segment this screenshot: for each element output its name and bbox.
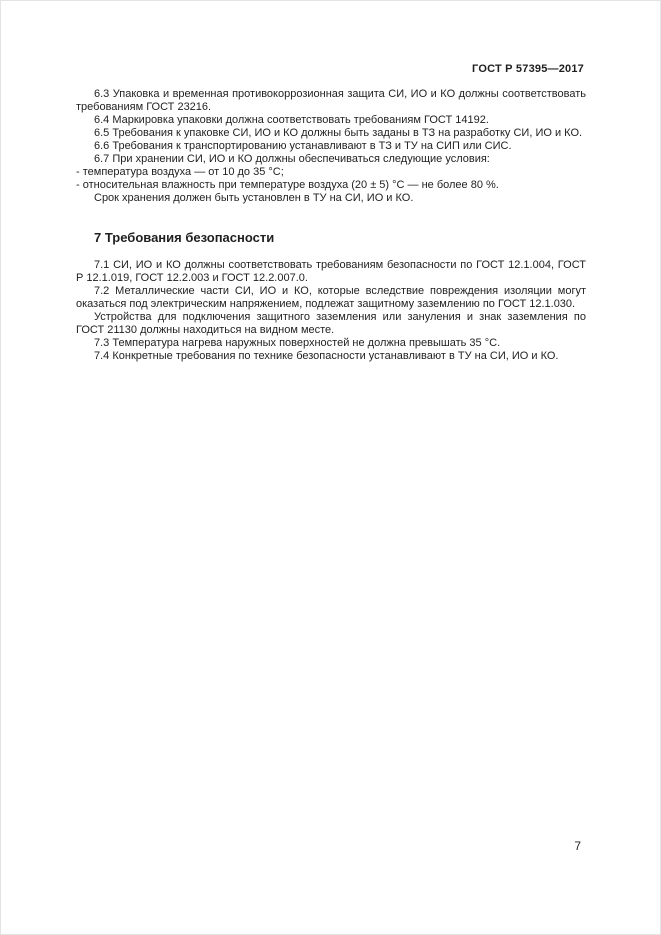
page-content [76, 88, 586, 363]
page-number: 7 [574, 839, 581, 853]
clause-6-3: 6.3 Упаковка и временная противокоррозионная защита СИ, ИО и КО должны соответствовать требованиям ГОСТ 23216. [76, 88, 586, 113]
clause-6-5: 6.5 Требования к упаковке СИ, ИО и КО должны быть заданы в ТЗ на разработку СИ, ИО и КО. [94, 127, 583, 139]
section-7-heading: 7 Требования безопасности [94, 230, 275, 245]
document-code-header: ГОСТ Р 57395—2017 [472, 63, 584, 75]
clause-6-7-list-item-humidity: - относительная влажность при температуре воздуха (20 ± 5) °С — не более 80 %. [76, 179, 499, 191]
clause-7-2-continuation: Устройства для подключения защитного заземления или зануления и знак заземления по ГОСТ 21130 должны находиться на видном месте. [76, 311, 586, 336]
clause-6-6: 6.6 Требования к транспортированию устанавливают в ТЗ и ТУ на СИП или СИС. [94, 140, 512, 152]
clause-6-7-storage-note: Срок хранения должен быть установлен в ТУ на СИ, ИО и КО. [94, 192, 414, 204]
clause-7-2: 7.2 Металлические части СИ, ИО и КО, которые вследствие повреждения изоляции могут оказаться под электрическим напряжением, подлежат защитному заземлению по ГОСТ 12.1.030. [76, 285, 586, 310]
clause-6-7-list-item-temperature: - температура воздуха — от 10 до 35 °С; [76, 166, 284, 178]
clause-7-1: 7.1 СИ, ИО и КО должны соответствовать требованиям безопасности по ГОСТ 12.1.004, ГОСТ Р 12.1.019, ГОСТ 12.2.003 и ГОСТ 12.2.007.0. [76, 259, 586, 284]
clause-7-4: 7.4 Конкретные требования по технике безопасности устанавливают в ТУ на СИ, ИО и КО. [94, 350, 559, 362]
clause-6-7: 6.7 При хранении СИ, ИО и КО должны обеспечиваться следующие условия: [94, 153, 490, 165]
clause-7-3: 7.3 Температура нагрева наружных поверхностей не должна превышать 35 °С. [94, 337, 501, 349]
clause-6-4: 6.4 Маркировка упаковки должна соответствовать требованиям ГОСТ 14192. [94, 114, 489, 126]
